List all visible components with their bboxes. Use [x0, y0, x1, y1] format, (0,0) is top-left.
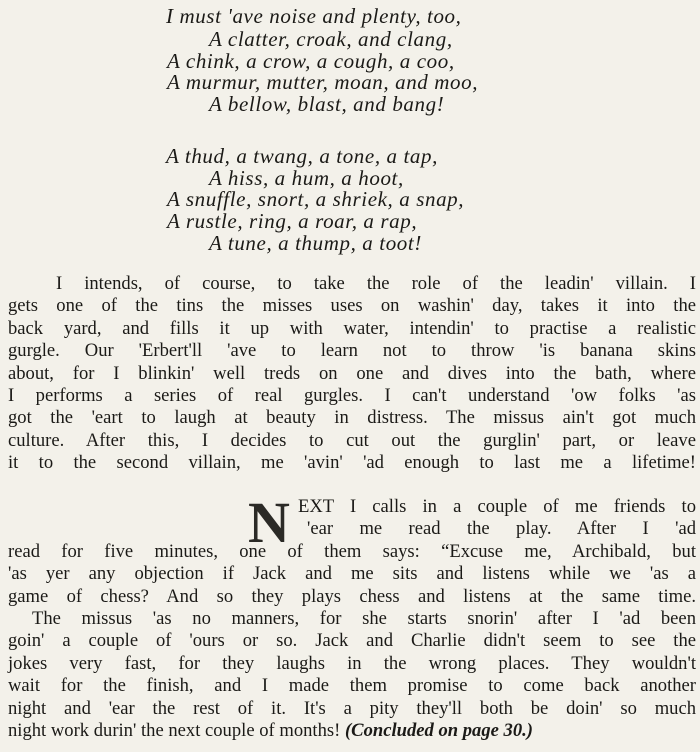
text-line: wait for the finish, and I made them promise to come back another [8, 675, 696, 697]
verse-line: A chink, a crow, a cough, a coo, [167, 49, 455, 73]
text-line: back yard, and fills it up with water, intendin' to practise a realistic [8, 317, 696, 339]
text-line: The missus 'as no manners, for she starts snorin' after I 'ad been [32, 608, 696, 629]
text-line: 'as yer any objection if Jack and me sits and listens while we 'as a [8, 563, 696, 585]
text-line: about, for I blinkin' well treds on one and dives into the bath, where [8, 362, 696, 384]
verse-line: A thud, a twang, a tone, a tap, [166, 144, 438, 168]
text-line: gurgle. Our 'Erbert'll 'ave to learn not to throw 'is banana skins [8, 340, 696, 362]
text-line: I intends, of course, to take the role of the leadin' villain. I [56, 273, 696, 294]
concluded-note: (Concluded on page 30.) [344, 719, 533, 741]
verse-line: A snuffle, snort, a shriek, a snap, [167, 187, 465, 211]
paragraph-missus [8, 608, 696, 742]
drop-cap-lines [298, 496, 696, 541]
verse-line: A hiss, a hum, a hoot, [209, 166, 404, 190]
drop-cap: N [248, 490, 290, 555]
verse-line: A bellow, blast, and bang! [209, 92, 445, 116]
paragraph-friends [8, 541, 696, 608]
text-line: culture. After this, I decides to cut out the gurglin' part, or leave [8, 429, 696, 451]
text-line: gets one of the tins the misses uses on washin' day, takes it into the [8, 295, 696, 317]
verse-line: I must 'ave noise and plenty, too, [166, 4, 462, 28]
text-line: read for five minutes, one of them says: “Excuse me, Archibald, but [8, 541, 696, 562]
text-line: 'ear me read the play. After I 'ad [307, 518, 696, 540]
verse-line: A tune, a thump, a toot! [209, 231, 422, 255]
text-line: got the 'eart to laugh at beauty in distress. The missus ain't got much [8, 407, 696, 429]
text-line: goin' a couple of 'ours or so. Jack and Charlie didn't seem to see the [8, 630, 696, 652]
text-line: EXT I calls in a couple of me friends to [298, 496, 696, 517]
final-line-text: night work durin' the next couple of months! [8, 719, 341, 741]
text-line-final [8, 720, 696, 742]
text-line: it to the second villain, me 'avin' 'ad enough to last me a lifetime! [8, 452, 696, 474]
verse-line: A rustle, ring, a roar, a rap, [167, 209, 418, 233]
verse-line: A clatter, croak, and clang, [209, 27, 453, 51]
text-line: game of chess? And so they plays chess and listens at the same time. [8, 585, 696, 607]
paragraph-villain [8, 273, 696, 475]
verse-line: A murmur, mutter, moan, and moo, [167, 70, 479, 94]
text-line: night and 'ear the rest of it. It's a pity they'll both be doin' so much [8, 697, 696, 719]
text-line: I performs a series of real gurgles. I can't understand 'ow folks 'as [8, 384, 696, 406]
text-line: jokes very fast, for they laughs in the wrong places. They wouldn't [8, 652, 696, 674]
